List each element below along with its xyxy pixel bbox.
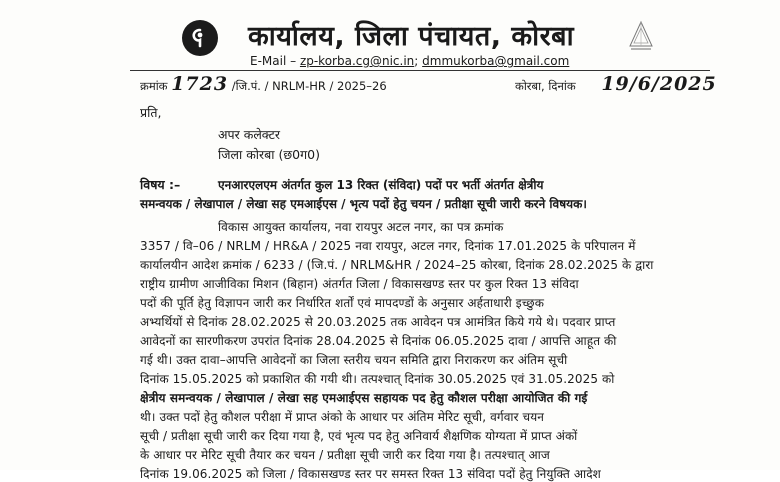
- subject-line-1: एनआरएलएम अंतर्गत कुल 13 रिक्त (संविदा) पदों पर भर्ती अंतर्गत क्षेत्रीय: [218, 178, 544, 192]
- place-date-label: कोरबा, दिनांक: [515, 79, 576, 93]
- recipient-address: जिला कोरबा (छ0ग0): [218, 147, 320, 162]
- body-line: के आधार पर मेरिट सूची तैयार कर चयन / प्रतीक्षा सूची जारी कर दिया गया है। तत्पश्चात् आज: [140, 448, 550, 462]
- prati-label: प्रति,: [140, 105, 162, 120]
- subject-line-2: समन्वयक / लेखापाल / लेखा सह एमआईएस / भृत्य पदों हेतु चयन / प्रतीक्षा सूची जारी करने विषयक।: [140, 197, 587, 211]
- body-line: अभ्यर्थियों से दिनांक 28.02.2025 से 20.03.2025 तक आवेदन पत्र आमंत्रित किये गये थे। पदवार प्राप्त: [140, 315, 616, 329]
- recipient-designation: अपर कलेक्टर: [218, 127, 281, 142]
- body-line: गई थी। उक्त दावा–आपत्ति आवेदनों का जिला स्तरीय चयन समिति द्वारा निराकरण कर अंतिम सूची: [140, 353, 568, 367]
- state-emblem-icon: [626, 20, 656, 52]
- reference-text: /जि.पं. / NRLM-HR / 2025–26: [231, 79, 387, 93]
- office-title: कार्यालय, जिला पंचायत, कोरबा: [248, 21, 575, 52]
- subject-label: विषय :–: [140, 177, 181, 192]
- handwritten-date: 19/6/2025: [601, 73, 717, 95]
- body-line: सूची / प्रतीक्षा सूची जारी कर दिया गया है, एवं भृत्य पद हेतु अनिवार्य शैक्षणिक योग्यता में प्राप्त अंकों: [140, 429, 578, 443]
- body-line: पदों की पूर्ति हेतु विज्ञापन जारी कर निर्धारित शर्तों एवं मापदण्डों के अनुसार अर्हताधारी इच्छुक: [140, 296, 545, 310]
- reference-number: [140, 73, 387, 95]
- body-line: थी। उक्त पदों हेतु कौशल परीक्षा में प्राप्त अंको के आधार पर अंतिम मेरिट सूची, वर्गवार चयन: [140, 410, 545, 424]
- body-line: राष्ट्रीय ग्रामीण आजीविका मिशन (बिहान) अंतर्गत जिला / विकासखण्ड स्तर पर कुल रिक्त 13 संविदा: [140, 277, 579, 291]
- header-divider: [130, 70, 710, 71]
- body-line: क्षेत्रीय समन्वयक / लेखापाल / लेखा सह एमआईएस सहायक पद हेतु कौशल परीक्षा आयोजित की गई: [140, 391, 588, 405]
- body-line: आवेदनों का सारणीकरण उपरांत दिनांक 28.04.2025 से दिनांक 06.05.2025 दावा / आपत्ति आहूत की: [140, 334, 617, 348]
- email-line: [250, 54, 569, 68]
- body-line: दिनांक 19.06.2025 को जिला / विकासखण्ड स्तर पर समस्त रिक्त 13 संविदा पदों हेतु नियुक्ति आदेश: [140, 467, 601, 481]
- email-separator: ;: [414, 54, 419, 68]
- body-line: विकास आयुक्त कार्यालय, नवा रायपुर अटल नगर, का पत्र क्रमांक: [218, 220, 504, 234]
- body-line: 3357 / वि–06 / NRLM / HR&A / 2025 नवा रायपुर, अटल नगर, दिनांक 17.01.2025 के परिपालन में: [140, 239, 636, 253]
- body-line: कार्यालयीन आदेश क्रमांक / 6233 / (जि.पं. / NRLM&HR / 2024–25 कोरबा, दिनांक 28.02.2025 के द्वारा: [140, 258, 654, 272]
- place-date: [515, 73, 717, 95]
- handwritten-number: 1723: [171, 73, 229, 95]
- zila-panchayat-logo: [182, 20, 218, 56]
- logo-mark-icon: [189, 27, 211, 49]
- email-label: E-Mail –: [250, 54, 297, 68]
- body-line: दिनांक 15.05.2025 को प्रकाशित की गयी थी। तत्पश्चात् दिनांक 30.05.2025 एवं 31.05.2025 को: [140, 372, 615, 386]
- email-link-dmmu[interactable]: dmmukorba@gmail.com: [422, 54, 570, 68]
- kramank-label: क्रमांक: [140, 79, 168, 93]
- email-link-zp[interactable]: zp-korba.cg@nic.in: [299, 54, 415, 68]
